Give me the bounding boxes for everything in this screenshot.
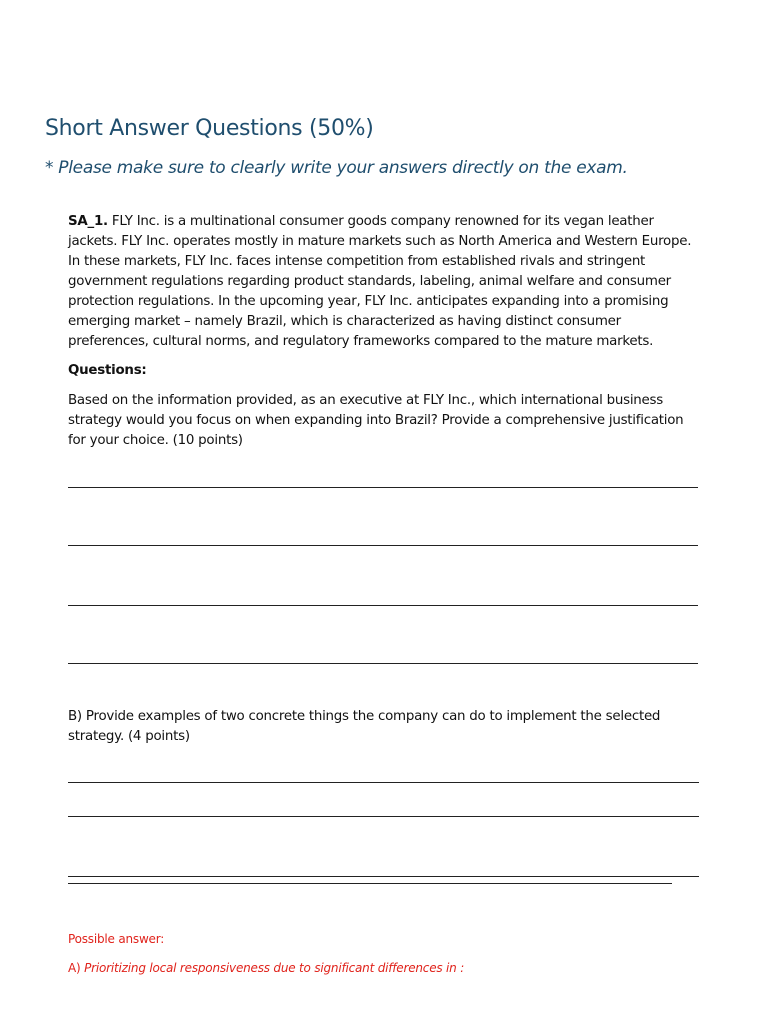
sa1-label: SA_1. xyxy=(68,214,108,229)
answer-line-a3 xyxy=(68,605,698,606)
question-a: Based on the information provided, as an executive at FLY Inc., which international business strategy would you focus on when expanding into Brazil? Provide a comprehensive justification for your choice. (10 points) xyxy=(68,393,684,448)
sa1-description: FLY Inc. is a multinational consumer goods company renowned for its vegan leather jackets. FLY Inc. operates mostly in mature markets such as North America and Western Europe. In these markets, FLY Inc. faces intense competition from established rivals and stringent government regulations regarding product standards, labeling, animal welfare and consumer protection regulations. In the upcoming year, FLY Inc. anticipates expanding into a promising emerging market – namely Brazil, which is characterized as having distinct consumer preferences, cultural norms, and regulatory frameworks compared to the mature markets. xyxy=(68,214,692,349)
answer-line-b3 xyxy=(68,876,699,877)
answer-a-text: Prioritizing local responsiveness due to significant differences in : xyxy=(84,961,465,975)
questions-heading: Questions: xyxy=(68,363,147,378)
exam-instruction: * Please make sure to clearly write your answers directly on the exam. xyxy=(45,158,628,178)
possible-answer-label: Possible answer: xyxy=(68,932,165,946)
answer-a xyxy=(68,961,464,975)
answer-a-prefix: A) xyxy=(68,961,81,975)
question-b: B) Provide examples of two concrete things the company can do to implement the selected strategy. (4 points) xyxy=(68,709,661,744)
answer-line-b4 xyxy=(68,883,672,884)
answer-line-a2 xyxy=(68,545,698,546)
answer-line-a1 xyxy=(68,487,698,488)
sa1-case-text xyxy=(68,212,698,352)
answer-line-b2 xyxy=(68,816,699,817)
answer-line-a4 xyxy=(68,663,698,664)
answer-line-b1 xyxy=(68,782,699,783)
page-title: Short Answer Questions (50%) xyxy=(45,116,374,141)
